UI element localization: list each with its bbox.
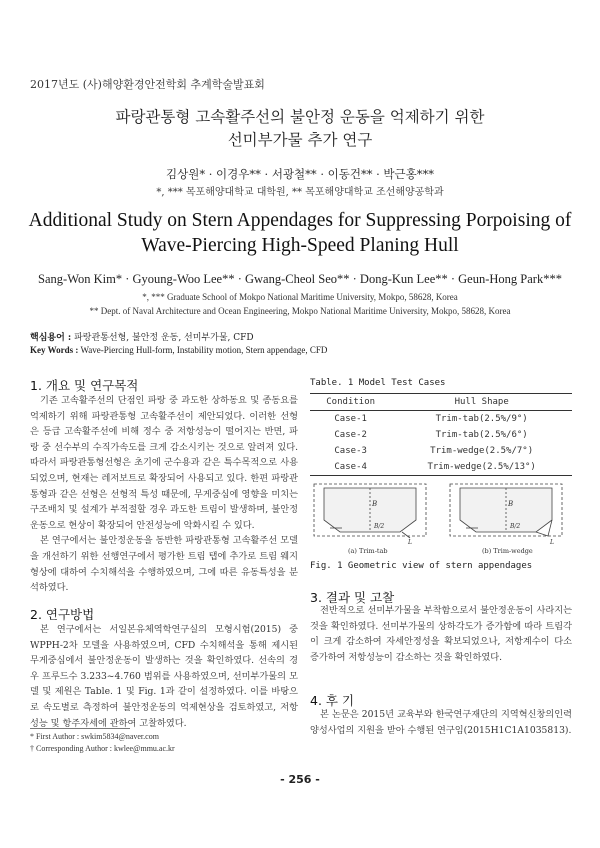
keywords-korean-label: 핵심용어 : bbox=[30, 333, 72, 343]
fig-a-symbol-l: L bbox=[408, 539, 412, 546]
table-header-condition: Condition bbox=[310, 394, 391, 411]
table-cell-condition: Case-3 bbox=[334, 446, 367, 456]
fig-b-symbol-l: L bbox=[550, 539, 554, 546]
keywords-english bbox=[30, 345, 327, 355]
table-cell-hull-shape: Trim-tab(2.5%/9°) bbox=[435, 414, 528, 424]
section4-body bbox=[310, 707, 572, 738]
conference-header: 2017년도 (사)해양환경안전학회 추계학술발표회 bbox=[30, 78, 265, 91]
section1-heading: 1. 개요 및 연구목적 bbox=[30, 378, 139, 393]
section2-body bbox=[30, 622, 298, 731]
english-authors: Sang-Won Kim* · Gyoung-Woo Lee** · Gwang-Cheol Seo** · Dong-Kun Lee** · Geun-Hong Park*** bbox=[38, 272, 562, 286]
korean-affiliation: *, *** 목포해양대학교 대학원, ** 목포해양대학교 조선해양공학과 bbox=[156, 187, 444, 198]
footnote-first-author: * First Author : swkim5834@naver.com bbox=[30, 732, 159, 741]
table-cell-condition: Case-2 bbox=[334, 430, 367, 440]
footnote-corresponding-author: † Corresponding Author : kwlee@mmu.ac.kr bbox=[30, 744, 175, 753]
section1-body bbox=[30, 393, 298, 596]
table-row bbox=[310, 443, 572, 459]
fig-a-symbol-b-half: B/2 bbox=[374, 523, 385, 530]
table-cell-hull-shape: Trim-tab(2.5%/6°) bbox=[435, 430, 528, 440]
keywords-korean bbox=[30, 330, 254, 343]
page-number: - 256 - bbox=[280, 773, 320, 786]
section3-paragraph1: 전반적으로 선미부가물을 부착함으로서 불안정운동이 사라지는 것을 확인하였다. 선미부가물의 상하각도가 증가함에 따라 트림각이 크게 감소하여 자세안정성을 확보되었으나, 저항계수이 다소 증가하여 저항성능이 감소하는 것을 확인하였다. bbox=[310, 605, 572, 663]
fig-b-symbol-b-half: B/2 bbox=[510, 523, 521, 530]
korean-title-line2: 선미부가물 추가 연구 bbox=[227, 131, 373, 149]
table-cell-condition: Case-1 bbox=[334, 414, 367, 424]
table-row bbox=[310, 459, 572, 476]
table1-caption: Table. 1 Model Test Cases bbox=[310, 378, 446, 388]
footnote-divider bbox=[30, 728, 130, 729]
table-cell-condition: Case-4 bbox=[310, 459, 391, 476]
fig-label-b: (b) Trim-wedge bbox=[482, 547, 533, 555]
table-header-row bbox=[310, 394, 572, 411]
section1-paragraph1: 기존 고속활주선의 단점인 파랑 중 과도한 상하동요 및 종동요를 억제하기 위해 파랑관통형 고속활주선이 제안되었다. 이러한 선형은 등급 고속활주선에 비해 정수 중 저항성능이 떨어지는 반면, 파랑 중 선수부의 수직가속도를 크게 감소시키는 것으로 알려져 있다. 따라서 파랑관통형선형은 초기에 군수용과 같은 특수목적으로 사용되었으며, 현재는 레저보트로 확장되어 사용되고 있다. 한편 파랑관통형과 같은 선형은 선형적 특성 때문에, 무게중심에 영향을 미치는 구조배치 및 설계가 부적절할 경우 과도한 트림이 발생하며, 불안정운동으로 현상이 확장되어 안전성능에 악화시킬 수 있다. bbox=[30, 395, 298, 531]
korean-title-line1: 파랑관통형 고속활주선의 불안정 운동을 억제하기 위한 bbox=[115, 108, 485, 126]
fig-label-a: (a) Trim-tab bbox=[348, 547, 388, 555]
model-test-table bbox=[310, 393, 572, 476]
korean-authors: 김상원* · 이경우** · 서광철** · 이동건** · 박근홍*** bbox=[166, 167, 434, 181]
section2-paragraph1: 본 연구에서는 서일본유체역학연구실의 모형시험(2015) 중 WPPH-2차 모델을 사용하였으며, CFD 수치해석을 통해 제시된 무게중심에서 불안정운동이 발생하는 것을 확인하였다. 선속의 경우 프루드수 3.233~4.760 범위를 사용하였으며, 선미부가물의 모델 및 제원은 Table. 1 및 Fig. 1과 같이 설정하였다. 이를 바탕으로 속도별로 측정하여 불안정운동의 억제현상을 검토하였고, 저항성능 및 항주자세에 관하여 고찰하였다. bbox=[30, 624, 298, 729]
fig-b-symbol-b: B bbox=[508, 500, 514, 508]
english-affiliation-line2: ** Dept. of Naval Architecture and Ocean Engineering, Mokpo National Maritime University, Mokpo, 58628, Korea bbox=[89, 306, 511, 316]
table-row bbox=[310, 411, 572, 428]
table-header-hull-shape: Hull Shape bbox=[391, 394, 572, 411]
english-affiliation-line1: *, *** Graduate School of Mokpo National Maritime University, Mokpo, 58628, Korea bbox=[142, 292, 458, 302]
keywords-english-label: Key Words : bbox=[30, 345, 79, 355]
figure-panel-trim-tab bbox=[314, 484, 426, 538]
section1-paragraph2: 본 연구에서는 불안정운동을 동반한 파랑관통형 고속활주선 모델을 개선하기 위한 선행연구에서 평가한 트림 탭에 추가로 트림 웨지형상에 대하여 수치해석을 수행하였으며, 그에 따른 유동특성을 분석하였다. bbox=[30, 535, 298, 594]
keywords-english-text: Wave-Piercing Hull-form, Instability motion, Stern appendage, CFD bbox=[80, 345, 328, 355]
section4-paragraph1: 본 논문은 2015년 교육부와 한국연구재단의 지역혁신창의인력양성사업의 지원을 받아 수행된 연구임(2015H1C1A1035813). bbox=[310, 709, 572, 736]
section4-heading: 4. 후 기 bbox=[310, 693, 355, 708]
table-row bbox=[310, 427, 572, 443]
section3-body bbox=[310, 603, 572, 665]
keywords-korean-text: 파랑관통선형, 불안정 운동, 선미부가물, CFD bbox=[74, 333, 254, 343]
fig-a-symbol-b: B bbox=[372, 500, 378, 508]
table-cell-hull-shape: Trim-wedge(2.5%/13°) bbox=[391, 459, 572, 476]
figure-panel-trim-wedge bbox=[450, 484, 562, 536]
figure1-caption: Fig. 1 Geometric view of stern appendages bbox=[310, 561, 533, 571]
section2-heading: 2. 연구방법 bbox=[30, 607, 95, 622]
english-title-line1: Additional Study on Stern Appendages for Suppressing Porpoising of bbox=[28, 210, 572, 231]
section3-heading: 3. 결과 및 고찰 bbox=[310, 590, 395, 605]
stern-appendage-figure bbox=[310, 476, 572, 556]
table-cell-hull-shape: Trim-wedge(2.5%/7°) bbox=[430, 446, 534, 456]
english-title-line2: Wave-Piercing High-Speed Planing Hull bbox=[141, 235, 459, 256]
